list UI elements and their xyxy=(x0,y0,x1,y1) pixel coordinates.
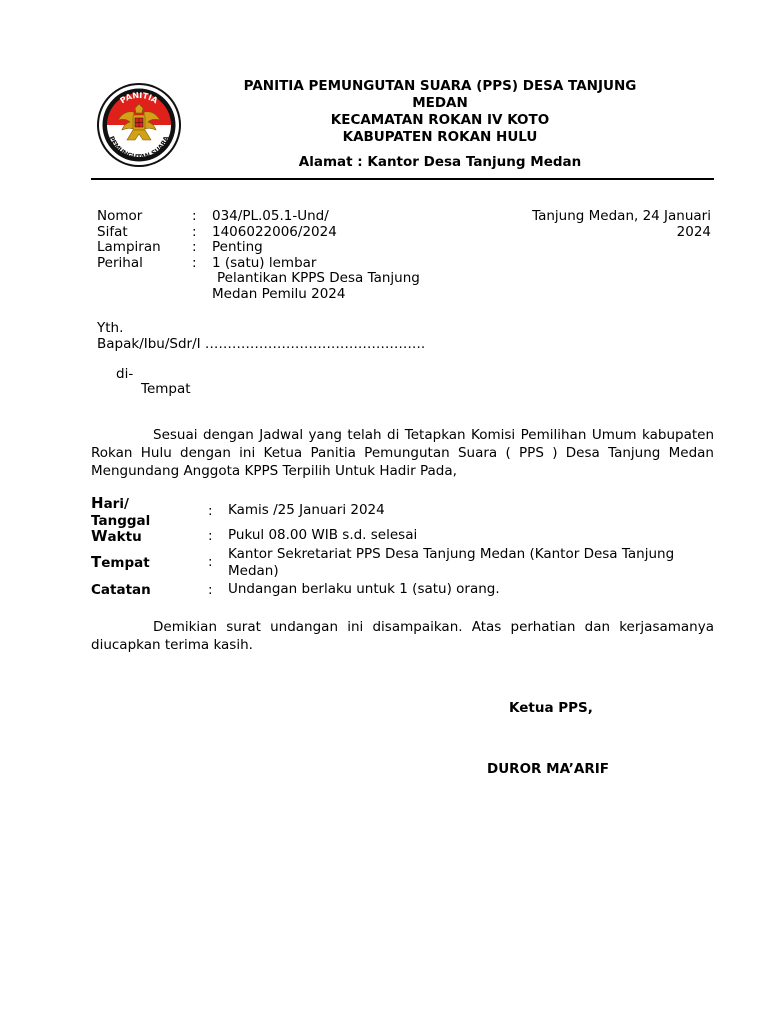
colon: : xyxy=(192,254,197,271)
colon: : xyxy=(192,223,197,240)
recipient-to: Bapak/Ibu/Sdr/I …………………………………………. xyxy=(97,336,426,352)
date-line1: Tanjung Medan, 24 Januari xyxy=(532,208,711,224)
value-perihal: 1 (satu) lembar xyxy=(212,254,317,271)
letterhead-line2: MEDAN xyxy=(412,95,468,111)
svg-text:PEMUNGUTAN SUARA: PEMUNGUTAN SUARA xyxy=(107,134,171,162)
label-tempat xyxy=(91,554,201,571)
label-perihal: Perihal xyxy=(97,254,143,271)
svg-text:PANITIA: PANITIA xyxy=(118,90,160,106)
value-sifat: 1406022006/2024 xyxy=(212,223,337,240)
colon: : xyxy=(192,239,197,255)
value-nomor: 034/PL.05.1-Und/ xyxy=(212,208,329,224)
signer-role: Ketua PPS, xyxy=(509,700,593,716)
meta-values xyxy=(212,209,472,302)
tempat-rest: empat xyxy=(101,555,150,571)
colon: : xyxy=(208,503,213,519)
colon: : xyxy=(208,528,213,544)
letterhead-address: Alamat : Kantor Desa Tanjung Medan xyxy=(298,154,582,170)
recipient-place: Tempat xyxy=(141,381,191,397)
meta-labels xyxy=(97,209,187,271)
label-sifat: Sifat xyxy=(97,223,128,240)
recipient-di: di- xyxy=(116,366,134,382)
waktu-cap: W xyxy=(91,527,108,545)
date-line2: 2024 xyxy=(676,223,711,240)
header-divider xyxy=(91,178,714,180)
hari-cap: H xyxy=(91,494,104,512)
label-catatan: Catatan xyxy=(91,582,151,598)
colon: : xyxy=(192,208,197,224)
value-tempat: Kantor Sekretariat PPS Desa Tanjung Medan (Kantor Desa Tanjung Medan) xyxy=(228,546,675,579)
body-paragraph-1: Sesuai dengan Jadwal yang telah di Tetapkan Komisi Pemilihan Umum kabupaten Rokan Hulu dengan ini Ketua Panitia Pemungutan Suara ( PPS ) Desa Tanjung Medan Mengundang Anggota KPPS Terpilih Untuk Hadir Pada, xyxy=(91,427,714,479)
letterhead-line4: KABUPATEN ROKAN HULU xyxy=(342,129,538,145)
letterhead-line1: PANITIA PEMUNGUTAN SUARA (PPS) DESA TANJUNG xyxy=(243,78,637,94)
recipient-block xyxy=(97,320,425,352)
letterhead-line3: KECAMATAN ROKAN IV KOTO xyxy=(330,112,550,128)
signer-name: DUROR MA’ARIF xyxy=(487,761,609,777)
colon: : xyxy=(208,554,213,570)
label-hari-tanggal xyxy=(91,495,201,529)
perihal-line1: Pelantikan KPPS Desa Tanjung xyxy=(217,270,420,286)
recipient-yth: Yth. xyxy=(97,320,124,336)
value-lampiran: Penting xyxy=(212,239,263,255)
kpu-logo xyxy=(96,82,182,168)
perihal-line2: Medan Pemilu 2024 xyxy=(212,285,346,302)
meta-colons xyxy=(192,209,202,271)
label-lampiran: Lampiran xyxy=(97,239,161,255)
label-nomor: Nomor xyxy=(97,208,143,224)
label-tanggal: Tanggal xyxy=(91,513,151,529)
letterhead-title xyxy=(200,78,680,146)
label-waktu xyxy=(91,528,201,545)
hari-rest: ari/ xyxy=(103,496,129,512)
waktu-rest: aktu xyxy=(107,529,142,545)
value-hari-tanggal: Kamis /25 Januari 2024 xyxy=(228,502,385,518)
tempat-cap: T xyxy=(91,553,102,571)
colon: : xyxy=(208,582,213,598)
letter-date xyxy=(490,209,711,240)
body-paragraph-2: Demikian surat undangan ini disampaikan. Atas perhatian dan kerjasamanya diucapkan terima kasih. xyxy=(91,619,714,653)
value-catatan: Undangan berlaku untuk 1 (satu) orang. xyxy=(228,581,500,597)
value-waktu: Pukul 08.00 WIB s.d. selesai xyxy=(228,527,418,543)
